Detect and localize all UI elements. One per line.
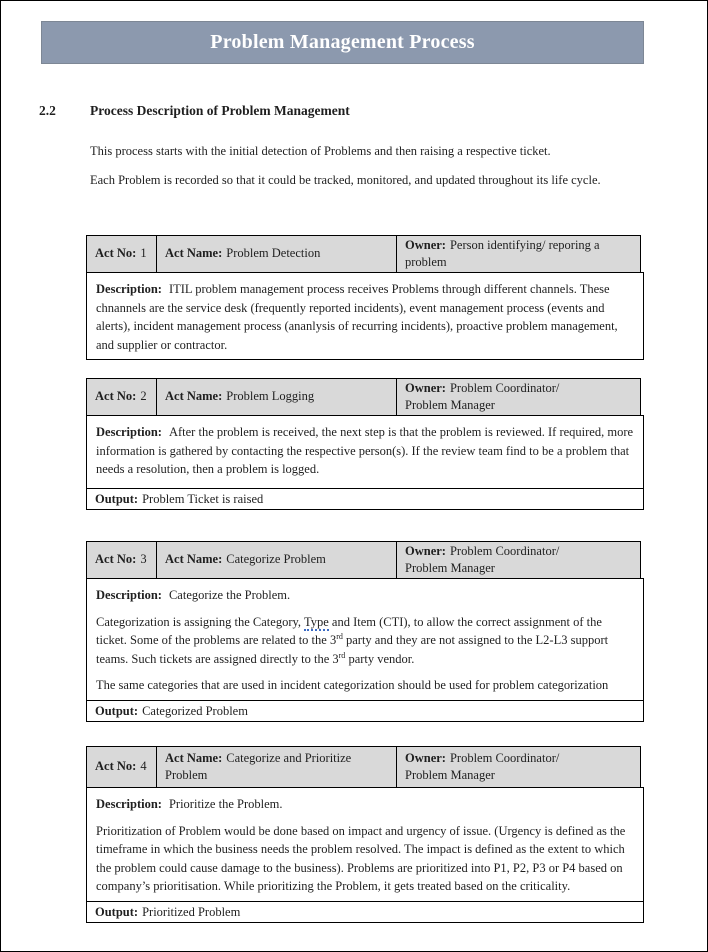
- owner-cell: [396, 379, 640, 415]
- activity-output-row: [86, 901, 644, 923]
- owner-label: Owner:: [405, 237, 446, 252]
- owner-value: Problem Coordinator/ Problem Manager: [405, 543, 560, 575]
- owner-cell: [396, 236, 640, 272]
- description-paragraph: [96, 423, 634, 479]
- owner-cell: [396, 747, 640, 787]
- text-segment: and Item (CTI), to allow the correct assignment of the ticket. Some of the problems are related to the 3: [96, 614, 602, 647]
- text-segment: Categorize the Problem.: [168, 588, 291, 602]
- output-value: Categorized Problem: [142, 703, 248, 718]
- title-banner: [41, 21, 644, 64]
- activity-description-row: [86, 415, 644, 489]
- activity-table: [86, 541, 644, 722]
- act-name-label: Act Name:: [165, 246, 223, 261]
- spellcheck-underlined-text: Type: [303, 614, 329, 629]
- description-paragraph: [96, 586, 634, 605]
- act-name-value: Problem Logging: [226, 389, 315, 404]
- output-label: Output:: [95, 492, 139, 506]
- activity-header-row: [86, 746, 641, 788]
- output-label: Output:: [95, 703, 139, 718]
- act-no-label: Act No:: [95, 552, 137, 567]
- activity-description-row: [86, 578, 644, 701]
- act-name-label: Act Name:: [165, 552, 223, 567]
- output-value: Problem Ticket is raised: [142, 492, 264, 506]
- activity-output-row: [86, 700, 644, 722]
- superscript-text: rd: [336, 631, 343, 641]
- act-name-value: Categorize and Prioritize Problem: [165, 750, 352, 782]
- description-label: Description:: [96, 425, 162, 439]
- owner-label: Owner:: [405, 750, 446, 765]
- owner-label: Owner:: [405, 380, 446, 395]
- act-no-cell: [87, 236, 156, 272]
- act-name-label: Act Name:: [165, 750, 223, 765]
- owner-value: Problem Coordinator/ Problem Manager: [405, 750, 560, 782]
- act-no-value: 1: [140, 246, 147, 261]
- act-name-cell: [156, 747, 396, 787]
- section-title: Process Description of Problem Management: [90, 103, 350, 118]
- act-no-label: Act No:: [95, 759, 137, 774]
- text-segment: Prioritize the Problem.: [168, 797, 283, 811]
- section-heading: [39, 103, 350, 119]
- act-name-cell: [156, 542, 396, 578]
- description-paragraph: [96, 613, 634, 669]
- activity-header-row: [86, 541, 641, 579]
- act-name-value: Categorize Problem: [226, 552, 326, 567]
- act-no-value: 2: [140, 389, 147, 404]
- description-label: Description:: [96, 797, 162, 811]
- act-no-label: Act No:: [95, 389, 137, 404]
- description-paragraph: [96, 795, 634, 814]
- activity-header-row: [86, 378, 641, 416]
- description-paragraph: [96, 676, 634, 695]
- output-value: Prioritized Problem: [142, 904, 241, 919]
- act-no-value: 3: [140, 552, 147, 567]
- section-number: 2.2: [39, 103, 56, 118]
- activity-table: [86, 746, 644, 923]
- activity-description-row: [86, 787, 644, 902]
- act-name-cell: [156, 236, 396, 272]
- description-paragraph: [96, 280, 634, 354]
- act-no-cell: [87, 747, 156, 787]
- owner-value: Person identifying/ reporing a problem: [405, 237, 600, 269]
- text-segment: ITIL problem management process receives Problems through different channels. These chnannels are the service desk (frequently reported incidents), event management process (events and alerts), incident management process (ananlysis of recurring incidents), proactive problem management, and supplier or contractor.: [96, 282, 618, 352]
- owner-label: Owner:: [405, 543, 446, 558]
- act-name-label: Act Name:: [165, 389, 223, 404]
- act-no-label: Act No:: [95, 246, 137, 261]
- owner-cell: [396, 542, 640, 578]
- superscript-text: rd: [338, 650, 346, 660]
- activity-description-row: [86, 272, 644, 360]
- owner-value: Problem Coordinator/ Problem Manager: [405, 380, 560, 412]
- activity-header-row: [86, 235, 641, 273]
- output-label: Output:: [95, 904, 139, 919]
- activity-table: [86, 235, 644, 360]
- text-segment: The same categories that are used in incident categorization should be used for problem categorization: [96, 678, 609, 692]
- act-no-cell: [87, 379, 156, 415]
- description-label: Description:: [96, 588, 162, 602]
- text-segment: Categorization is assigning the Category,: [96, 614, 304, 629]
- activity-table: [86, 378, 644, 510]
- description-label: Description:: [96, 282, 162, 296]
- act-name-value: Problem Detection: [226, 246, 321, 261]
- activity-output-row: [86, 488, 644, 510]
- intro-paragraph: Each Problem is recorded so that it could be tracked, monitored, and updated throughout its life cycle.: [90, 173, 601, 187]
- text-segment: After the problem is received, the next step is that the problem is reviewed. If required, more information is gathered by contacting the respective person(s). If the review team find to be a problem that needs a resolution, then a problem is logged.: [96, 425, 634, 476]
- act-no-cell: [87, 542, 156, 578]
- text-segment: party vendor.: [345, 651, 415, 666]
- banner-title: Problem Management Process: [210, 31, 475, 53]
- act-name-cell: [156, 379, 396, 415]
- text-segment: party and they are not assigned to the L2-L3 support teams. Such tickets are assigned directly to the 3: [96, 633, 609, 666]
- text-segment: Prioritization of Problem would be done based on impact and urgency of issue. (Urgency is defined as the timeframe in which the business needs the problem resolved. The impact is defined as the extent to which the problem could cause damage to the business). Problems are prioritized into P1, P2, P3 or P4 based on company’s prioritisation. While prioritizing the Problem, it gets treated based on the criticality.: [96, 823, 626, 893]
- intro-paragraph: This process starts with the initial detection of Problems and then raising a respective ticket.: [90, 144, 551, 158]
- act-no-value: 4: [140, 759, 147, 774]
- description-paragraph: [96, 822, 634, 896]
